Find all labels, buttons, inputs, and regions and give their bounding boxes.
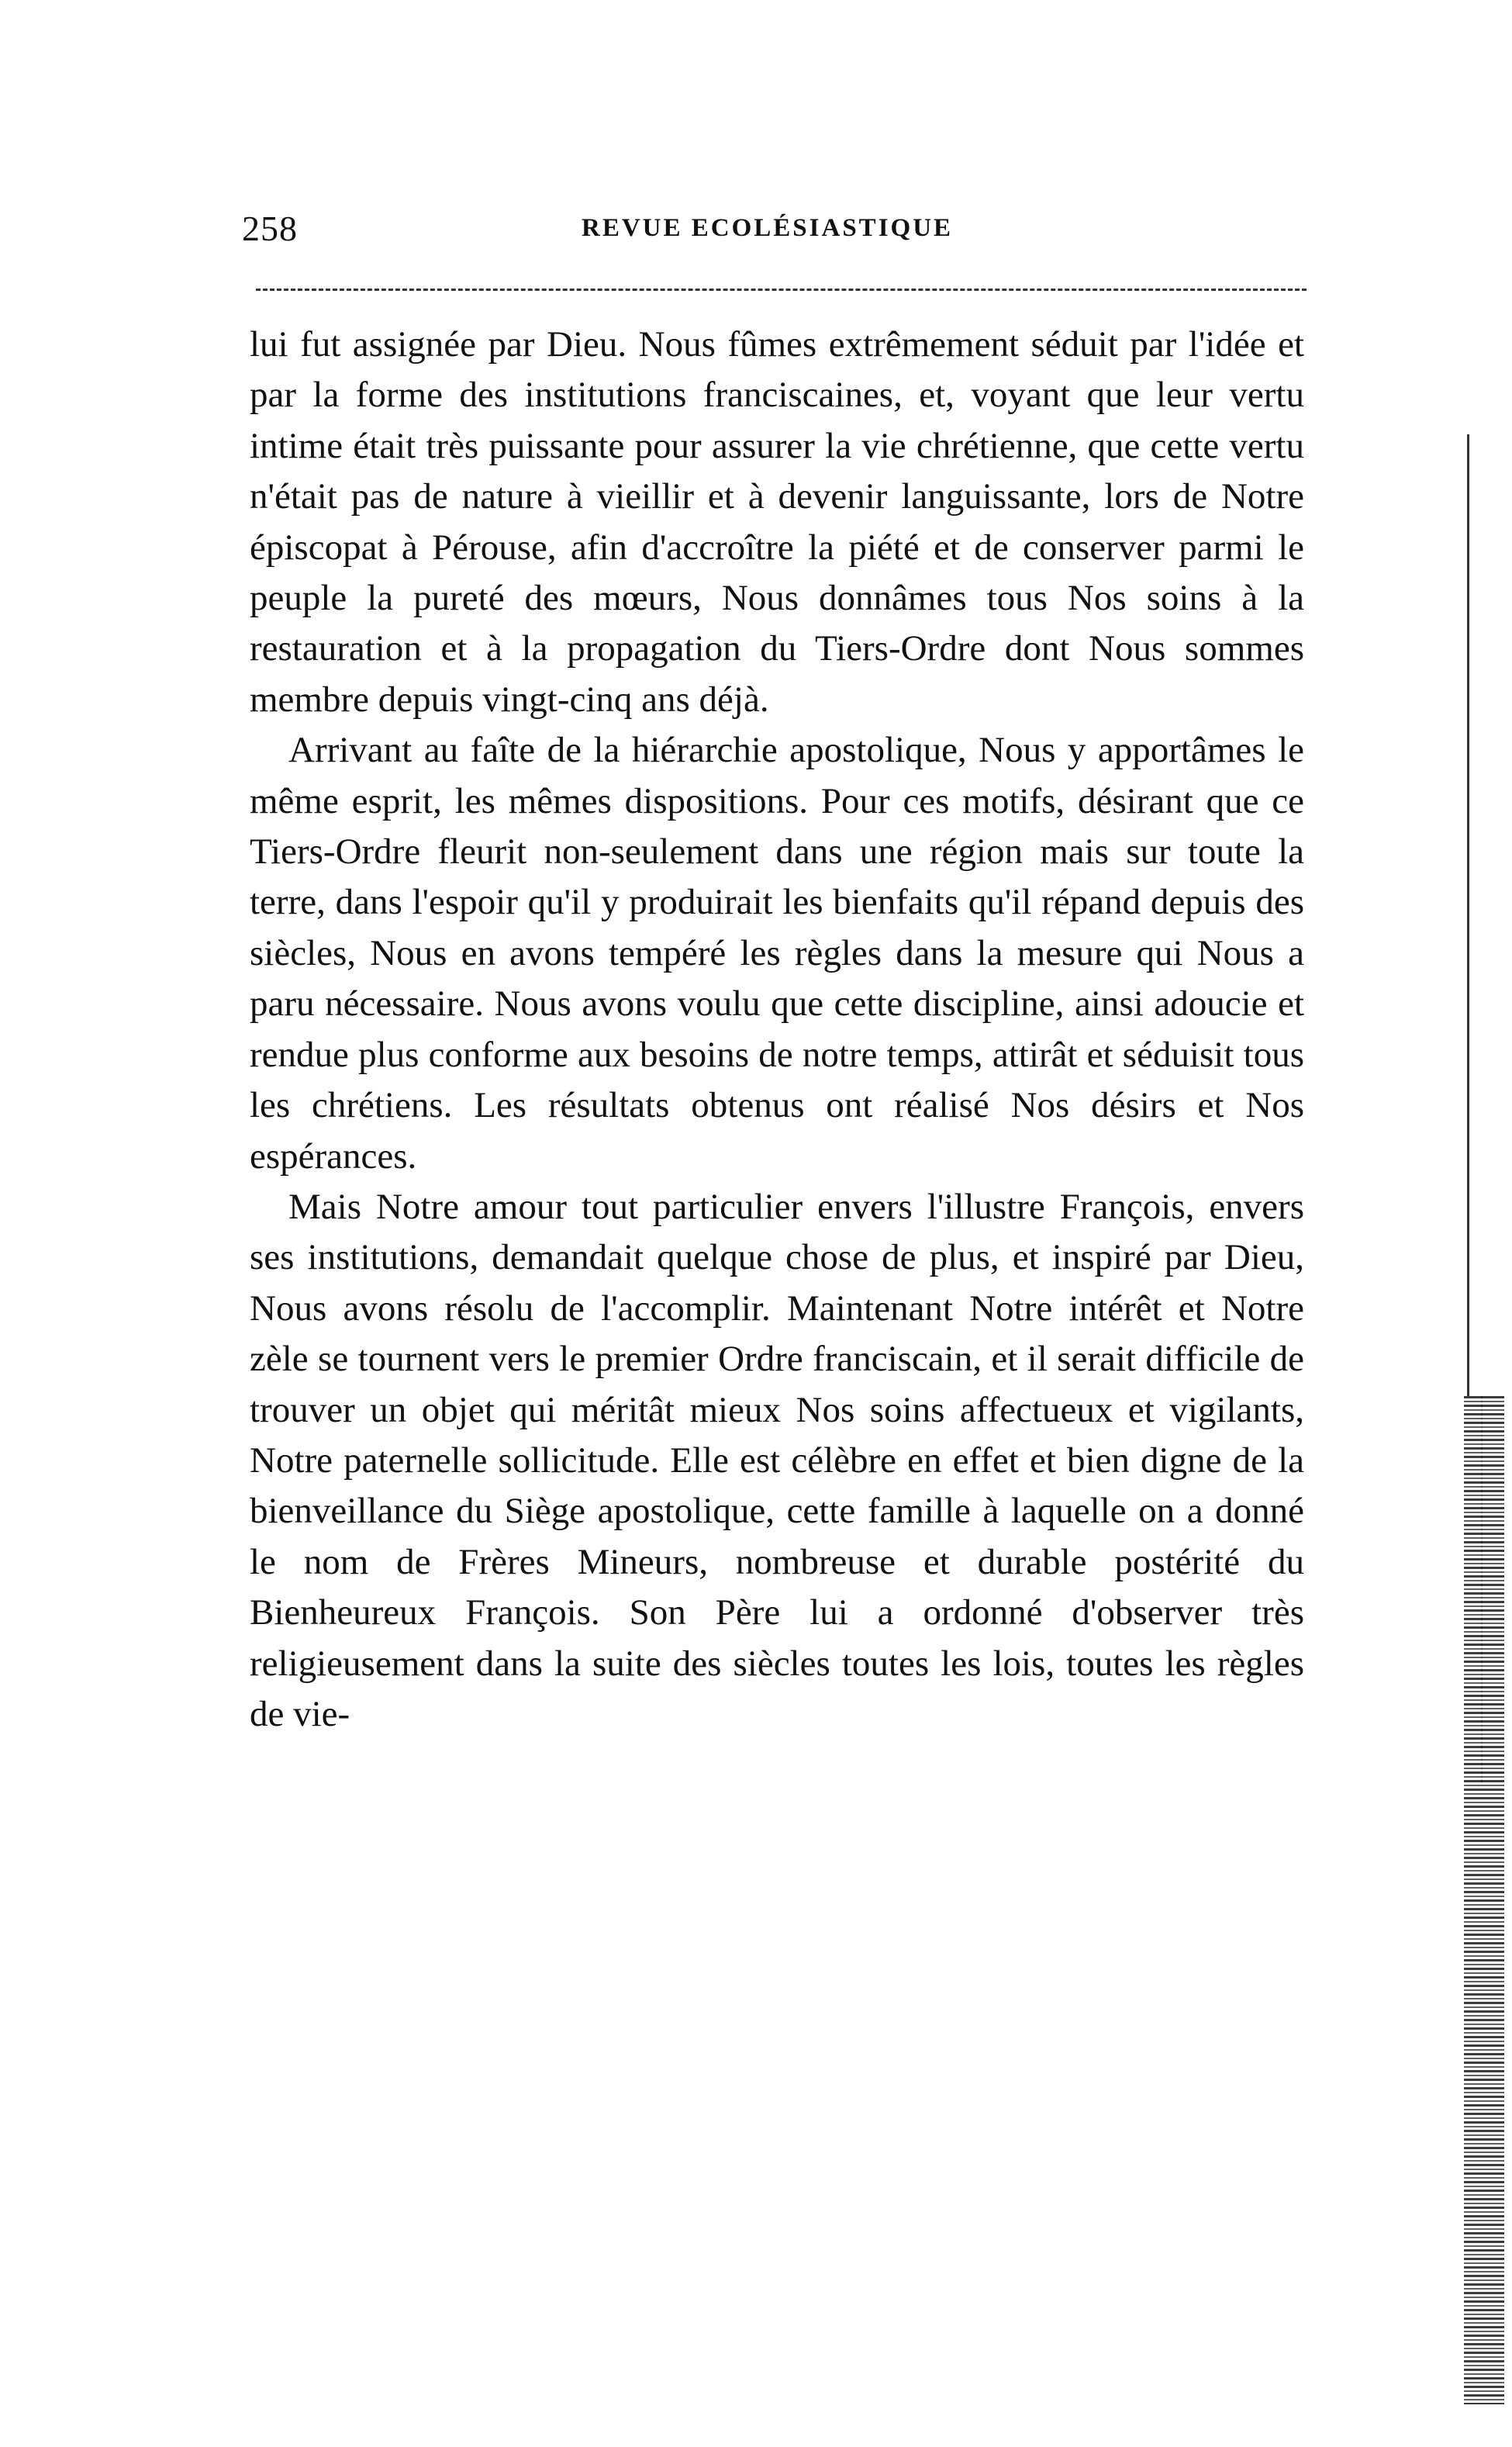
paragraph-2: Arrivant au faîte de la hiérarchie apostolique, Nous y apportâmes le même esprit, les mêmes dispositions. Pour ces motifs, désirant que ce Tiers-Ordre fleurit non-seulement dans une région mais sur toute la terre, dans l'espoir qu'il y produirait les bienfaits qu'il répand depuis des siècles, Nous en avons tempéré les règles dans la mesure qui Nous a paru nécessaire. Nous avons voulu que cette discipline, ainsi adoucie et rendue plus conforme aux besoins de notre temps, attirât et séduisit tous les chrétiens. Les résultats obtenus ont réalisé Nos désirs et Nos espérances. (250, 730, 1304, 1177)
binding-line (1467, 434, 1469, 1396)
paragraph-1: lui fut assignée par Dieu. Nous fûmes extrêmement séduit par l'idée et par la forme des institutions franciscaines, et, voyant que leur vertu intime était très puissante pour assurer la vie chrétienne, que cette vertu n'était pas de nature à vieillir et à devenir languissante, lors de Notre épiscopat à Pérouse, afin d'accroître la piété et de conserver parmi le peuple la pureté des mœurs, Nous donnâmes tous Nos soins à la restauration et à la propagation du Tiers-Ordre dont Nous sommes membre depuis vingt-cinq ans déjà. (250, 324, 1304, 720)
header-rule (256, 289, 1307, 291)
page-number: 258 (242, 209, 298, 248)
binding-edge (1464, 1396, 1504, 2404)
running-title: REVUE ECOLÉSIASTIQUE (582, 214, 954, 242)
paragraph-3: Mais Notre amour tout particulier envers l'illustre François, envers ses institutions, demandait quelque chose de plus, et inspiré par Dieu, Nous avons résolu de l'accomplir. Maintenant Notre intérêt et Notre zèle se tournent vers le premier Ordre franciscain, et il serait difficile de trouver un objet qui méritât mieux Nos soins affectueux et vigilants, Notre paternelle sollicitude. Elle est célèbre en effet et bien digne de la bienveillance du Siège apostolique, cette famille à laquelle on a donné le nom de Frères Mineurs, nombreuse et durable postérité du Bienheureux François. Son Père lui a ordonné d'observer très religieusement dans la suite des siècles toutes les lois, toutes les règles de vie- (250, 1186, 1304, 1734)
body-text (250, 320, 1304, 1740)
